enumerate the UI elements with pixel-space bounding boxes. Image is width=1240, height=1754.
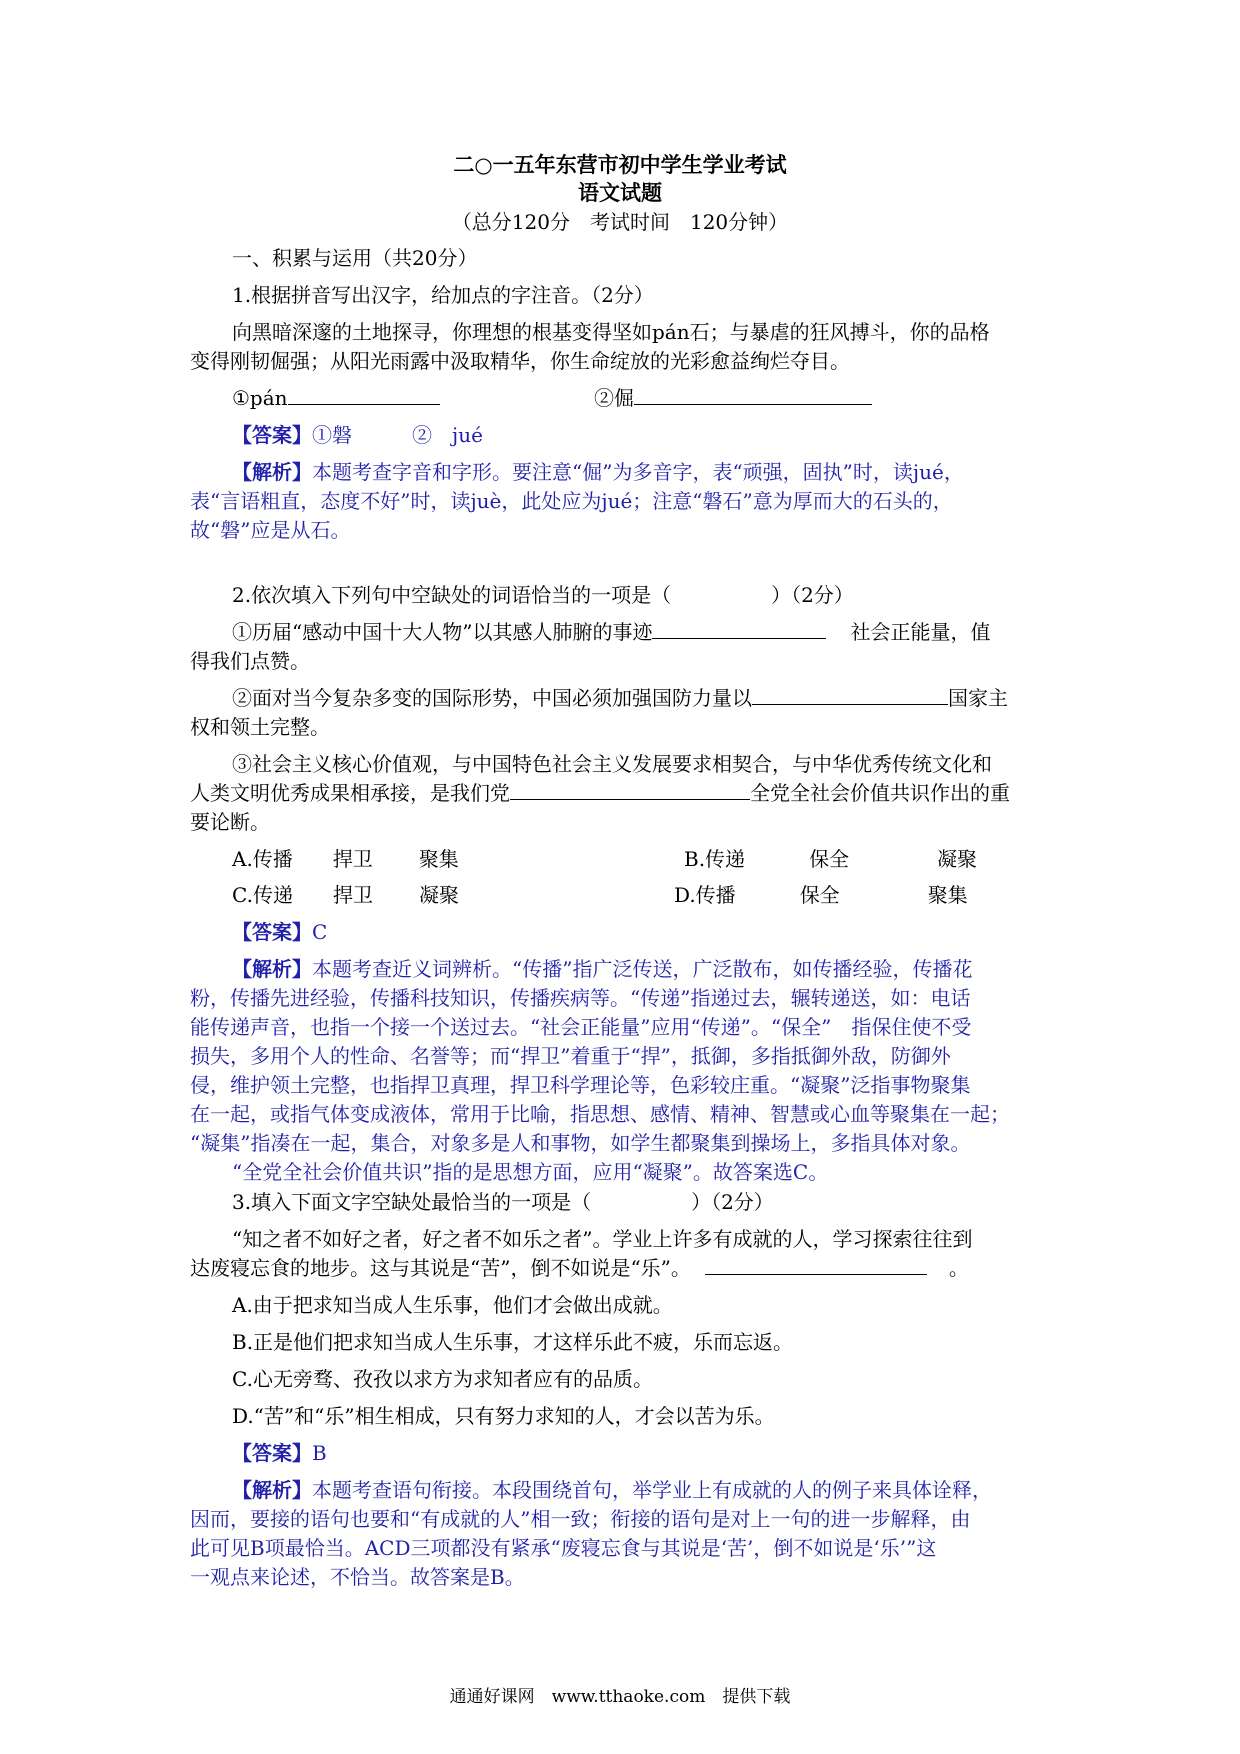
- q2-sentence2: [232, 684, 1008, 712]
- option-word: 捍卫: [332, 847, 373, 871]
- exam-subject: 语文试题: [578, 180, 662, 205]
- q2-s3-end: 要论断。: [190, 810, 270, 834]
- q2-s3-part: 全党全社会价值共识作出的重: [750, 781, 1010, 805]
- q3-analysis-line: 此可见B项最恰当。ACD三项都没有紧承“废寝忘食与其说是‘苦’，倒不如说是‘乐’”这: [190, 1536, 937, 1560]
- q2-sentence1: [232, 618, 990, 646]
- q2-stem: 2.依次填入下列句中空缺处的词语恰当的一项是（ ）（2分）: [232, 583, 854, 607]
- q1-analysis-line: 表“言语粗直，态度不好”时，读juè，此处应为jué；注意“磐石”意为厚而大的石头的，: [190, 489, 953, 513]
- q1-analysis-line: [232, 458, 964, 486]
- q2-analysis-line: “凝集”指凑在一起，集合，对象多是人和事物，如学生都聚集到操场上，多指具体对象。: [190, 1131, 971, 1155]
- q2-sentence3: ③社会主义核心价值观，与中国特色社会主义发展要求相契合，与中华优秀传统文化和: [232, 752, 992, 776]
- q2-analysis-line: [232, 955, 972, 983]
- q2-s2-part: ②面对当今复杂多变的国际形势，中国必须加强国防力量以: [232, 686, 752, 710]
- option-word: 凝聚: [937, 847, 978, 871]
- q1-blank1-label: ①pán: [232, 386, 288, 410]
- q1-stem: 1.根据拼音写出汉字，给加点的字注音。（2分）: [232, 283, 654, 307]
- q3-option-c: C.心无旁骛、孜孜以求方为求知者应有的品质。: [232, 1367, 653, 1391]
- answer-text: C: [312, 920, 328, 944]
- q2-analysis-line: 损失，多用个人的性命、名誉等；而“捍卫”着重于“捍”，抵御，多指抵御外敌，防御外: [190, 1044, 951, 1068]
- q2-analysis-line: 粉，传播先进经验，传播科技知识，传播疾病等。“传递”指递过去，辗转递送，如：电话: [190, 986, 971, 1010]
- section-heading: 一、积累与运用（共20分）: [232, 246, 478, 270]
- q1-passage-line: 向黑暗深邃的土地探寻，你理想的根基变得坚如pán石；与暴虐的狂风搏斗，你的品格: [232, 320, 990, 344]
- q2-analysis-line: “全党全社会价值共识”指的是思想方面，应用“凝聚”。故答案选C。: [232, 1160, 829, 1184]
- answer-text: ①磐 ② jué: [312, 423, 483, 447]
- q2-blank1: [652, 620, 826, 639]
- q3-answer: [232, 1439, 327, 1467]
- option-word: 凝聚: [418, 883, 459, 907]
- q2-s1-cont: 得我们点赞。: [190, 649, 310, 673]
- q3-option-d: D.“苦”和“乐”相生相成，只有努力求知的人，才会以苦为乐。: [232, 1404, 775, 1428]
- answer-text: B: [312, 1441, 327, 1465]
- q2-analysis-line: 在一起，或指气体变成液体，常用于比喻，指思想、感情、精神、智慧或心血等聚集在一起；: [190, 1102, 1010, 1126]
- q3-option-a: A.由于把求知当成人生乐事，他们才会做出成就。: [232, 1293, 673, 1317]
- analysis-text: 本题考查语句衔接。本段围绕首句，举学业上有成就的人的例子来具体诠释，: [312, 1478, 992, 1502]
- analysis-text: 本题考查字音和字形。要注意“倔”为多音字，表“顽强，固执”时，读jué，: [312, 460, 964, 484]
- q2-analysis-line: 侵，维护领土完整，也指捍卫真理，捍卫科学理论等，色彩较庄重。“凝聚”泛指事物聚集: [190, 1073, 971, 1097]
- q3-option-b: B.正是他们把求知当成人生乐事，才这样乐此不疲，乐而忘返。: [232, 1330, 794, 1354]
- q3-analysis-line: 一观点来论述，不恰当。故答案是B。: [190, 1565, 525, 1589]
- q2-s2-cont: 权和领土完整。: [190, 715, 330, 739]
- answer-tag: 【答案】: [232, 1441, 312, 1465]
- q2-blank2: [752, 686, 948, 705]
- q3-passage-line: [190, 1254, 969, 1282]
- q1-blank1: [288, 386, 440, 405]
- q3-analysis-line: 因而，要接的语句也要和“有成就的人”相一致；衔接的语句是对上一句的进一步解释，由: [190, 1507, 971, 1531]
- exam-title: 二○一五年东营市初中学生学业考试: [453, 152, 787, 177]
- analysis-tag: 【解析】: [232, 1478, 312, 1502]
- q2-option-c: [232, 881, 459, 909]
- q1-answer: [232, 421, 483, 449]
- option-word: C.传递: [232, 883, 293, 907]
- q3-passage-end: 。: [948, 1256, 969, 1280]
- analysis-tag: 【解析】: [232, 957, 312, 981]
- option-word: 保全: [799, 883, 840, 907]
- option-word: 聚集: [927, 883, 968, 907]
- q2-s1-part: ①历届“感动中国十大人物”以其感人肺腑的事迹: [232, 620, 653, 644]
- q3-analysis-line: [232, 1476, 992, 1504]
- exam-info: （总分120分 考试时间 120分钟）: [451, 210, 789, 234]
- option-word: B.传递: [684, 847, 746, 871]
- q1-blank-row: [232, 384, 440, 412]
- analysis-text: 本题考查近义词辨析。“传播”指广泛传送，广泛散布，如传播经验，传播花: [312, 957, 973, 981]
- q2-option-a: [232, 845, 459, 873]
- option-word: A.传播: [232, 847, 293, 871]
- q2-sentence3-cont: [190, 779, 1010, 807]
- footer: 通通好课网 www.tthaoke.com 提供下载: [449, 1687, 791, 1707]
- q2-answer: [232, 918, 327, 946]
- q2-s1-part: 社会正能量，值: [850, 620, 991, 644]
- q3-blank: [705, 1256, 927, 1275]
- q3-stem: 3.填入下面文字空缺处最恰当的一项是（ ）（2分）: [232, 1190, 774, 1214]
- option-word: 保全: [809, 847, 850, 871]
- analysis-tag: 【解析】: [232, 460, 312, 484]
- q2-option-b: [684, 845, 977, 873]
- q2-blank3: [510, 781, 750, 800]
- answer-tag: 【答案】: [232, 423, 312, 447]
- option-word: 聚集: [418, 847, 459, 871]
- q3-passage-line: “知之者不如好之者，好之者不如乐之者”。学业上许多有成就的人，学习探索往往到: [232, 1227, 973, 1251]
- q2-analysis-line: 能传递声音，也指一个接一个送过去。“社会正能量”应用“传递”。“保全” 指保住使不受: [190, 1015, 972, 1039]
- q1-analysis-line: 故“磐”应是从石。: [190, 518, 351, 542]
- q2-s2-part: 国家主: [948, 686, 1008, 710]
- q1-blank2: [634, 386, 872, 405]
- q1-passage-line: 变得刚韧倔强；从阳光雨露中汲取精华，你生命绽放的光彩愈益绚烂夺目。: [190, 349, 850, 373]
- q2-option-d: [674, 881, 968, 909]
- q3-passage-part: 达废寝忘食的地步。这与其说是“苦”，倒不如说是“乐”。: [190, 1256, 691, 1280]
- option-word: D.传播: [674, 883, 736, 907]
- q1-blank-row: [594, 384, 872, 412]
- option-word: 捍卫: [332, 883, 373, 907]
- q2-s3-part: 人类文明优秀成果相承接，是我们党: [190, 781, 510, 805]
- answer-tag: 【答案】: [232, 920, 312, 944]
- q1-blank2-label: ②倔: [594, 386, 634, 410]
